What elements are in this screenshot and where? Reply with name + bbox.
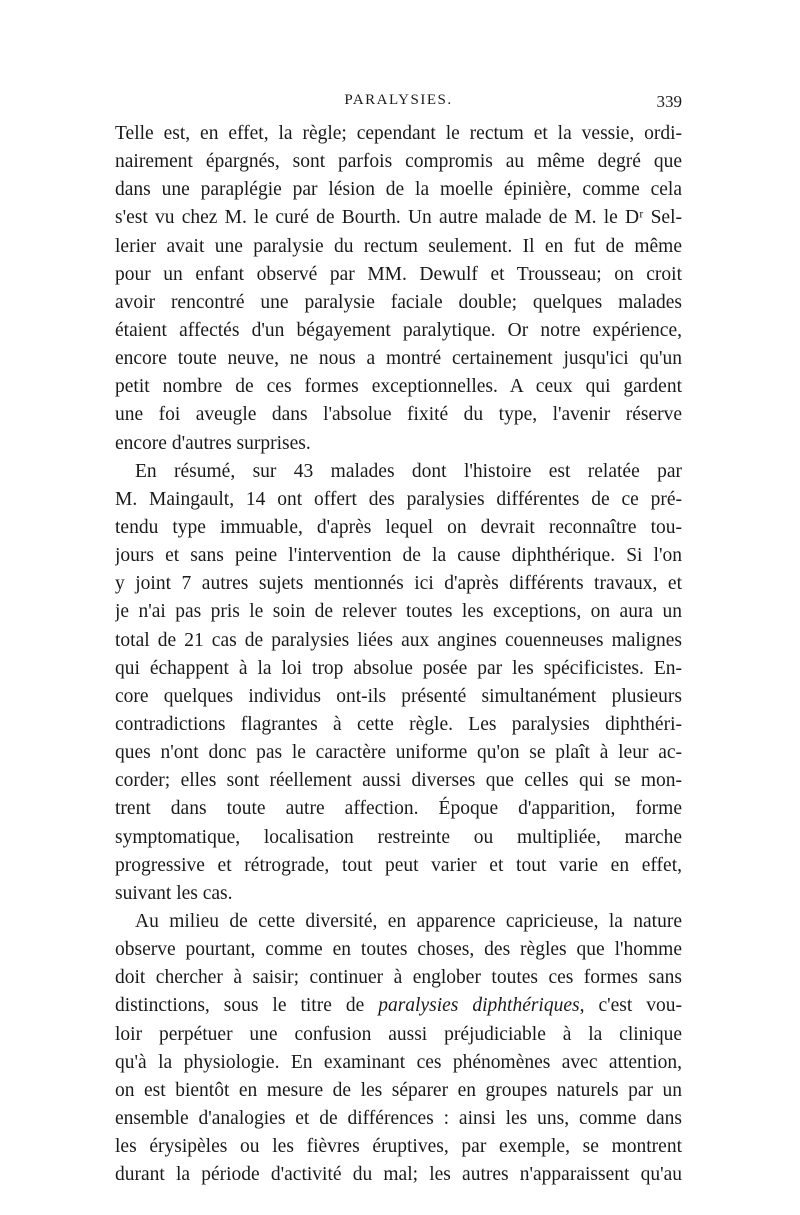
text-line: ensemble d'analogies et de différences : ainsi les uns, comme dans [115, 1107, 682, 1129]
text-line: Au milieu de cette diversité, en apparence capricieuse, la nature [135, 910, 682, 932]
text-line: lerier avait une paralysie du rectum seulement. Il en fut de même [115, 235, 682, 257]
text-line: total de 21 cas de paralysies liées aux angines couenneuses malignes [115, 629, 682, 651]
running-title: PARALYSIES. [344, 92, 453, 108]
text-line: jours et sans peine l'intervention de la cause diphthérique. Si l'on [115, 545, 682, 567]
text-line: En résumé, sur 43 malades dont l'histoire est relatée par [135, 460, 682, 482]
text-line: corder; elles sont réellement aussi diverses que celles qui se mon- [115, 770, 682, 792]
text-line: qu'à la physiologie. En examinant ces phénomènes avec attention, [115, 1051, 682, 1073]
text-line: loir perpétuer une confusion aussi préjudiciable à la clinique [115, 1023, 682, 1045]
italic-term: paralysies diphthériques [378, 995, 580, 1017]
text-line: nairement épargnés, sont parfois compromis au même degré que [115, 151, 682, 173]
text-line: petit nombre de ces formes exceptionnelles. A ceux qui gardent [115, 376, 682, 398]
text-line: y joint 7 autres sujets mentionnés ici d'après différents travaux, et [115, 573, 682, 595]
text-line: tendu type immuable, d'après lequel on devrait reconnaître tou- [115, 516, 682, 538]
text-segment: , c'est vou- [579, 995, 682, 1017]
running-head [115, 92, 682, 114]
text-line: s'est vu chez M. le curé de Bourth. Un autre malade de M. le Dʳ Sel- [115, 207, 682, 229]
text-line: M. Maingault, 14 ont offert des paralysies différentes de ce pré- [115, 488, 682, 510]
text-line: Telle est, en effet, la règle; cependant le rectum et la vessie, ordi- [115, 123, 682, 144]
text-line: encore d'autres surprises. [115, 432, 311, 454]
text-line: étaient affectés d'un bégayement paralytique. Or notre expérience, [115, 319, 682, 341]
text-line: progressive et rétrograde, tout peut varier et tout varie en effet, [115, 854, 682, 876]
text-line [115, 992, 682, 1020]
text-line: core quelques individus ont-ils présenté simultanément plusieurs [115, 685, 682, 707]
text-line: pour un enfant observé par MM. Dewulf et Trousseau; on croit [115, 263, 682, 285]
text-line: trent dans toute autre affection. Époque d'apparition, forme [115, 798, 682, 820]
text-line: doit chercher à saisir; continuer à englober toutes ces formes sans [115, 967, 682, 989]
text-line: je n'ai pas pris le soin de relever toutes les exceptions, on aura un [115, 601, 682, 623]
text-line: durant la période d'activité du mal; les autres n'apparaissent qu'au [115, 1164, 682, 1186]
text-line: on est bientôt en mesure de les séparer en groupes naturels par un [115, 1079, 682, 1101]
text-line: avoir rencontré une paralysie faciale double; quelques malades [115, 291, 682, 313]
text-line: une foi aveugle dans l'absolue fixité du type, l'avenir réserve [115, 404, 682, 426]
text-line: encore toute neuve, ne nous a montré certainement jusqu'ici qu'un [115, 348, 682, 370]
text-line: les érysipèles ou les fièvres éruptives, par exemple, se montrent [115, 1136, 682, 1158]
text-line: symptomatique, localisation restreinte ou multipliée, marche [115, 826, 682, 848]
text-line: dans une paraplégie par lésion de la moelle épinière, comme cela [115, 179, 682, 201]
text-line: qui échappent à la loi trop absolue posée par les spécificistes. En- [115, 657, 682, 679]
text-line: contradictions flagrantes à cette règle. Les paralysies diphthéri- [115, 713, 682, 735]
text-line: ques n'ont donc pas le caractère uniforme qu'on se plaît à leur ac- [115, 742, 682, 764]
page-number: 339 [656, 92, 682, 111]
body-text [115, 120, 682, 1189]
text-line: observe pourtant, comme en toutes choses, des règles que l'homme [115, 939, 682, 961]
text-segment: distinctions, sous le titre de [115, 995, 379, 1017]
text-line: suivant les cas. [115, 882, 233, 904]
